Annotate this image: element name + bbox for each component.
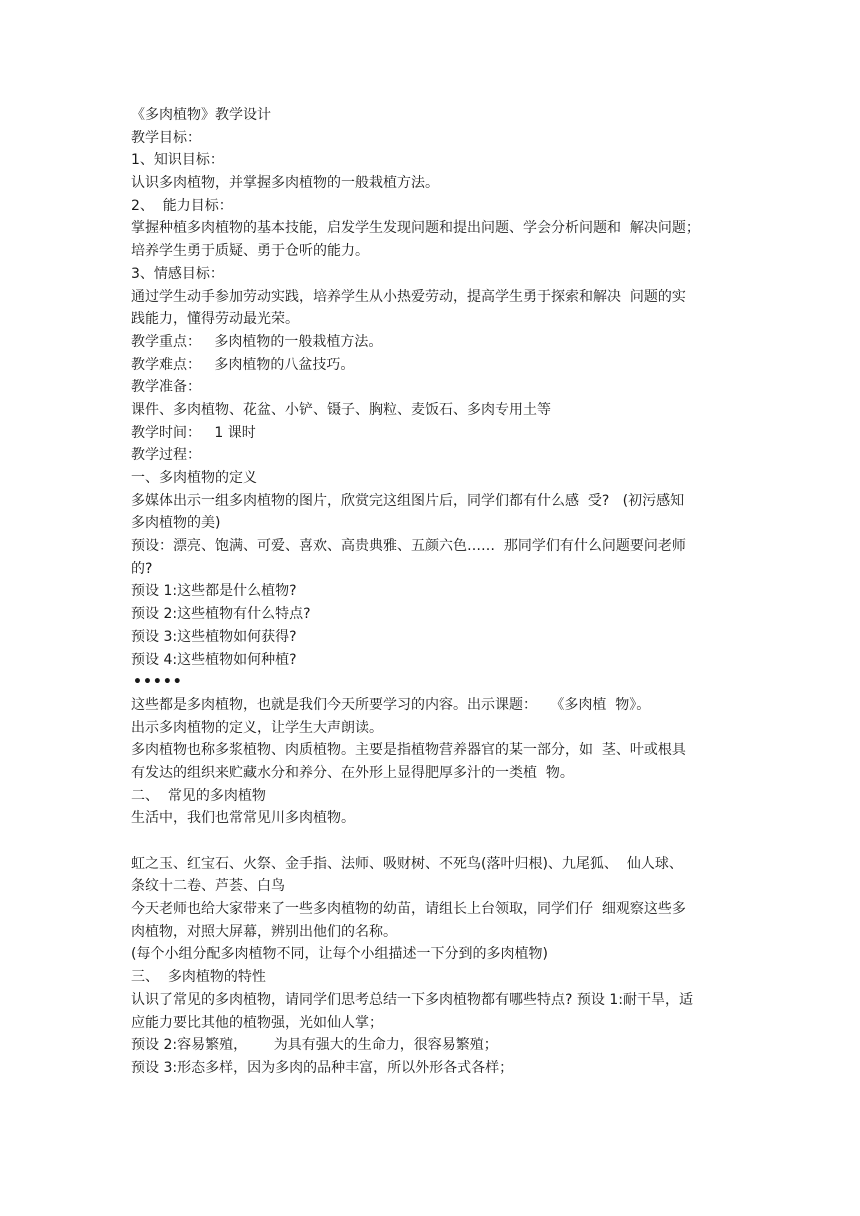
paragraph-line: (每个小组分配多肉植物不同，让每个小组描述一下分到的多肉植物) xyxy=(131,946,548,963)
subheading-emotion-goal: 3、情感目标： xyxy=(131,265,224,282)
paragraph-line: 预设 3:形态多样，因为多肉的品种丰富，所以外形各式各样； xyxy=(131,1059,514,1076)
paragraph-line: 认识多肉植物，并掌握多肉植物的一般栽植方法。 xyxy=(131,175,439,192)
list-item: 预设 2:这些植物有什么特点? xyxy=(131,606,311,623)
part-heading-definition: 一、多肉植物的定义 xyxy=(131,470,257,486)
subheading-knowledge-goal: 1、知识目标： xyxy=(131,152,224,169)
document-title: 《多肉植物》教学设计 xyxy=(131,107,271,123)
list-item: 预设 4:这些植物如何种植? xyxy=(131,651,297,668)
paragraph-line: 掌握种植多肉植物的基本技能，启发学生发现问题和提出问题、学会分析问题和 解决问题； xyxy=(131,220,700,237)
paragraph-line: 多肉植物也称多浆植物、肉质植物。主要是指植物营养器官的某一部分，如 茎、叶或根具 xyxy=(131,742,686,759)
paragraph-line: 通过学生动手参加劳动实践，培养学生从小热爱劳动，提高学生勇于探索和解决 问题的实 xyxy=(131,288,686,305)
paragraph-line: 践能力，懂得劳动最光荣。 xyxy=(131,311,299,328)
paragraph-line: 虹之玉、红宝石、火祭、金手指、法师、吸财树、不死鸟(落叶归根)、九尾狐、 仙人球、 xyxy=(131,855,683,872)
section-heading-preparation: 教学准备： xyxy=(131,379,201,396)
blank-line xyxy=(131,830,736,853)
paragraph-line: 出示多肉植物的定义，让学生大声朗读。 xyxy=(131,719,383,736)
part-heading-common-plants: 二、 常见的多肉植物 xyxy=(131,787,266,804)
difficulty-line: 教学难点： 多肉植物的八盆技巧。 xyxy=(131,356,355,373)
paragraph-line: 预设：漂亮、饱满、可爱、喜欢、高贵典雅、五颜六色…… 那同学们有什么问题要问老师 xyxy=(131,538,686,555)
paragraph-line: 培养学生勇于质疑、勇于仓听的能力。 xyxy=(131,243,369,260)
key-point-line: 教学重点： 多肉植物的一般栽植方法。 xyxy=(131,333,383,350)
paragraph-line: 这些都是多肉植物，也就是我们今天所要学习的内容。出示课题： 《多肉植 物》。 xyxy=(131,696,651,713)
section-heading-objectives: 教学目标： xyxy=(131,129,201,146)
paragraph-line: 条纹十二卷、芦荟、白鸟 xyxy=(131,878,285,895)
paragraph-line: 生活中，我们也常常见川多肉植物。 xyxy=(131,810,355,827)
list-item: 预设 1:这些都是什么植物? xyxy=(131,583,297,600)
paragraph-line: 课件、多肉植物、花盆、小铲、镊子、胸粒、麦饭石、多肉专用土等 xyxy=(131,401,551,418)
paragraph-line: 应能力要比其他的植物强，光如仙人掌； xyxy=(131,1014,383,1031)
document-body xyxy=(131,104,736,1080)
paragraph-line: 多肉植物的美) xyxy=(131,515,221,532)
paragraph-line: 的? xyxy=(131,560,153,577)
paragraph-line: 今天老师也给大家带来了一些多肉植物的幼苗，请组长上台领取，同学们仔 细观察这些多 xyxy=(131,901,686,918)
paragraph-line: 认识了常见的多肉植物，请同学们思考总结一下多肉植物都有哪些特点? 预设 1:耐干旱，适 xyxy=(131,991,693,1008)
section-heading-process: 教学过程： xyxy=(131,447,201,464)
paragraph-line: 多媒体出示一组多肉植物的图片，欣赏完这组图片后，同学们都有什么感 受? (初污感知 xyxy=(131,492,685,509)
duration-line: 教学时间： 1 课时 xyxy=(131,424,256,441)
ellipsis-dots: ••••• xyxy=(133,674,183,691)
subheading-ability-goal: 2、 能力目标： xyxy=(131,197,233,214)
paragraph-line: 肉植物，对照大屏幕，辨别出他们的名称。 xyxy=(131,923,397,940)
paragraph-line: 预设 2:容易繁殖， 为具有强大的生命力，很容易繁殖； xyxy=(131,1037,498,1054)
paragraph-line: 有发达的组织来贮藏水分和养分、在外形上显得肥厚多汁的一类植 物。 xyxy=(131,764,574,781)
list-item: 预设 3:这些植物如何获得? xyxy=(131,628,297,645)
part-heading-characteristics: 三、 多肉植物的特性 xyxy=(131,969,266,986)
